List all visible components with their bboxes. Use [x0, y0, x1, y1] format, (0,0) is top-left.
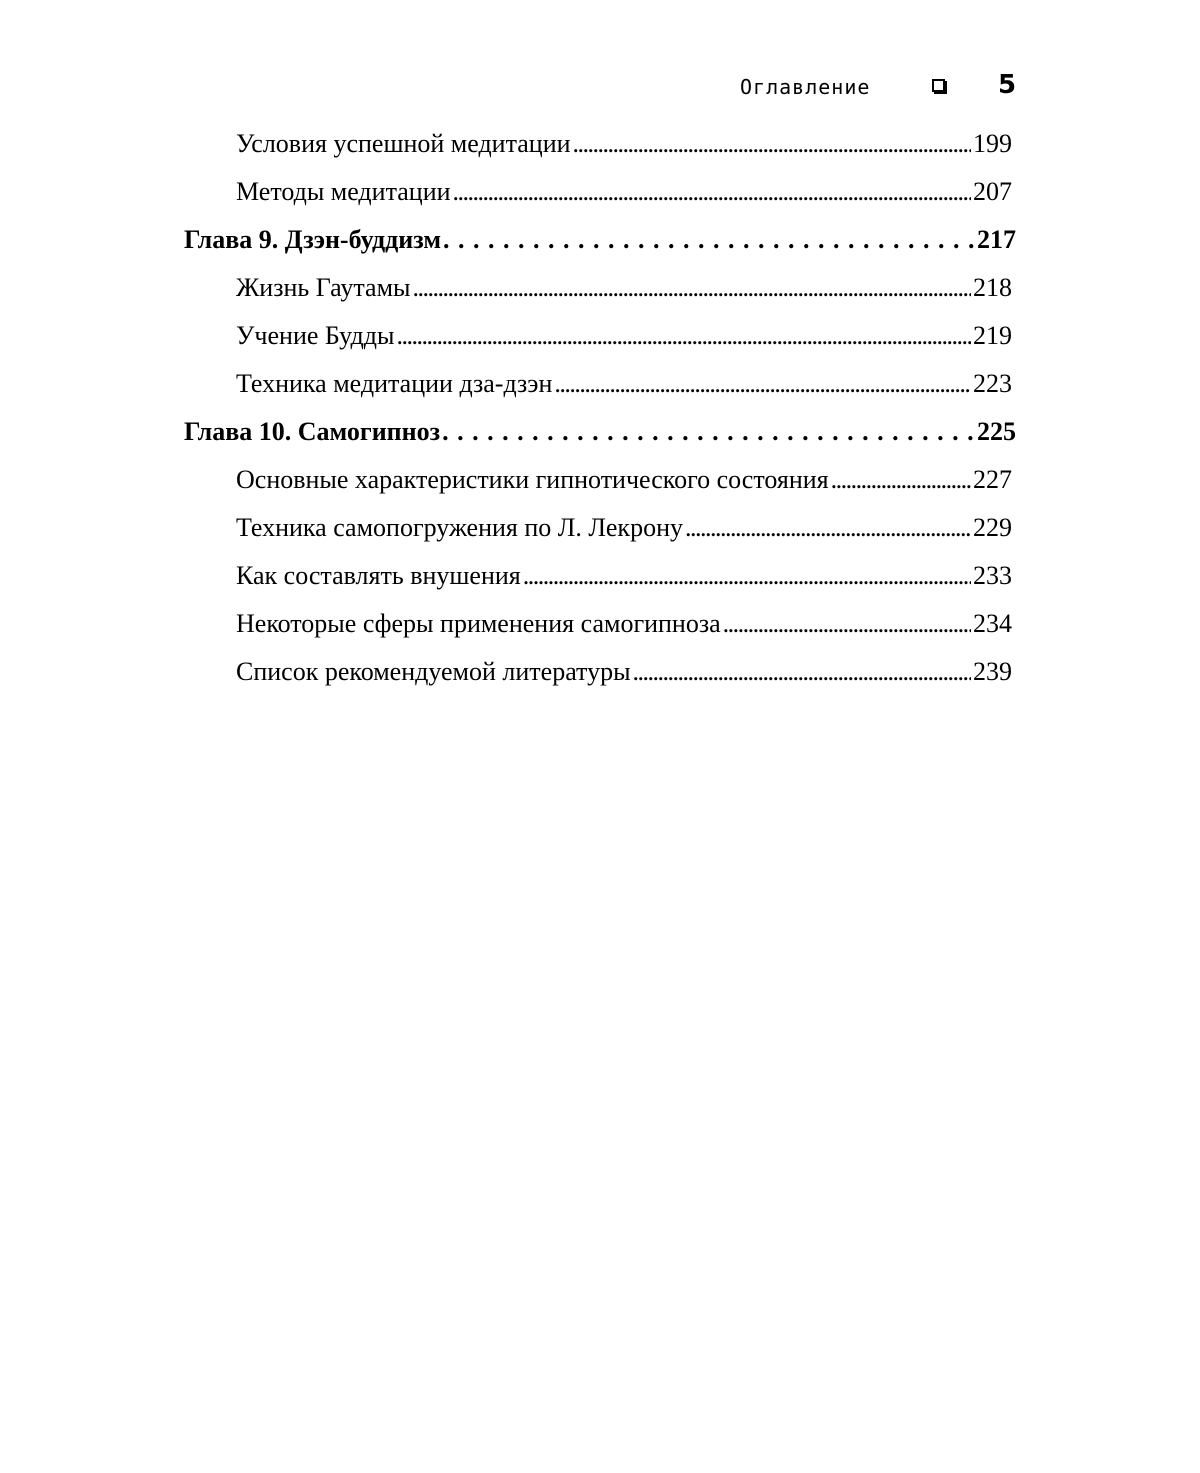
toc-leader-dots [523, 556, 971, 596]
toc-entry [236, 508, 1012, 548]
toc-entry-page: 207 [973, 177, 1012, 206]
toc-leader-dots [723, 604, 971, 644]
toc-entry-title: Жизнь Гаутамы [236, 273, 411, 302]
toc-entry-page: 225 [977, 417, 1016, 446]
toc-leader-dots [573, 124, 971, 164]
toc-entry [236, 460, 1012, 500]
toc-entry-page: 234 [973, 609, 1012, 638]
toc-entry-page: 227 [973, 465, 1012, 494]
toc-entry [236, 172, 1012, 212]
toc-leader-dots [413, 268, 972, 308]
toc-entry-title: Основные характеристики гипнотического состояния [236, 465, 829, 494]
toc-entry-title: Глава 10. Самогипноз [184, 417, 441, 446]
toc-entry-page: 217 [977, 225, 1016, 254]
toc-entry [236, 124, 1012, 164]
toc-entry [236, 364, 1012, 404]
running-head-title: Оглавление [740, 75, 871, 99]
toc-entry-title: Список рекомендуемой литературы [236, 657, 631, 686]
toc-entry-page: 219 [973, 321, 1012, 350]
toc-entry [236, 556, 1012, 596]
toc-entry-title: Как составлять внушения [236, 561, 521, 590]
toc-entry-title: Условия успешной медитации [236, 129, 571, 158]
toc-leader-dots [396, 316, 971, 356]
toc-leader-dots [554, 364, 971, 404]
running-head [700, 70, 1020, 106]
toc-entry [236, 604, 1012, 644]
toc-entry-page: 223 [973, 369, 1012, 398]
toc-leader-dots [685, 508, 971, 548]
square-bullet-icon [932, 79, 945, 92]
toc-leader-dots [633, 652, 971, 692]
toc-entry-title: Техника самопогружения по Л. Лекрону [236, 513, 683, 542]
toc-entry-title: Техника медитации дза-дзэн [236, 369, 553, 398]
toc-entry-page: 239 [973, 657, 1012, 686]
toc-entry-page: 218 [973, 273, 1012, 302]
toc-entry [236, 652, 1012, 692]
toc-chapter-entry [184, 220, 1016, 260]
toc-entry-title: Некоторые сферы применения самогипноза [236, 609, 721, 638]
toc-leader-dots [453, 172, 971, 212]
toc-leader-dots [442, 412, 975, 452]
toc-chapter-entry [184, 412, 1016, 452]
toc-leader-dots [443, 220, 975, 260]
toc-entry-page: 229 [973, 513, 1012, 542]
toc-entry [236, 268, 1012, 308]
toc-entry-page: 199 [973, 129, 1012, 158]
page-number: 5 [998, 70, 1017, 100]
toc-entry [236, 316, 1012, 356]
toc-entry-title: Глава 9. Дзэн-буддизм [184, 225, 442, 254]
toc-leader-dots [831, 460, 971, 500]
toc-entry-page: 233 [973, 561, 1012, 590]
toc-entry-title: Методы медитации [236, 177, 451, 206]
toc-entry-title: Учение Будды [236, 321, 395, 350]
